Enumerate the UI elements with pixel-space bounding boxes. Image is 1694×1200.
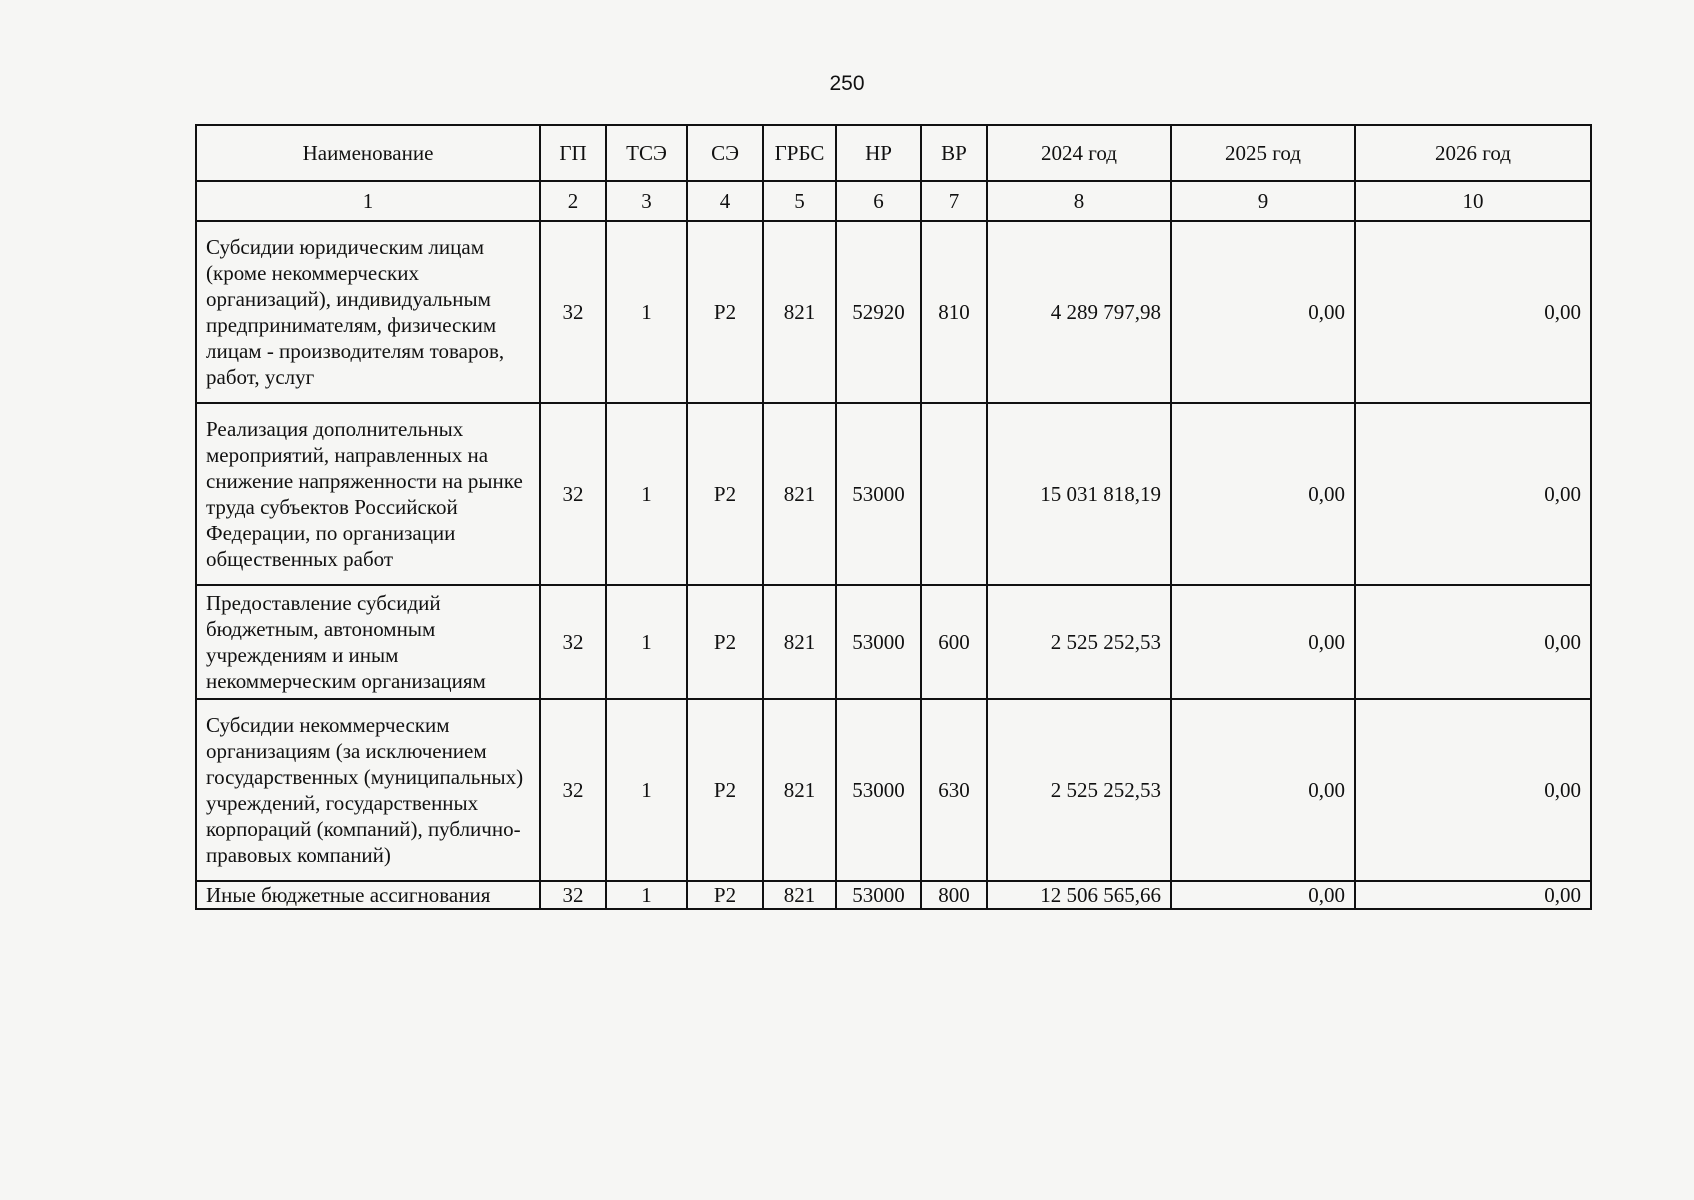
row-vr: 600 [921,585,987,699]
row-se: Р2 [687,881,763,909]
row-2026: 0,00 [1355,585,1591,699]
row-2024: 2 525 252,53 [987,699,1171,881]
column-number: 9 [1171,181,1355,221]
column-number: 10 [1355,181,1591,221]
row-grbs: 821 [763,221,836,403]
table-row [196,403,1591,585]
row-2024: 12 506 565,66 [987,881,1171,909]
row-2026: 0,00 [1355,881,1591,909]
column-number: 2 [540,181,606,221]
row-gp: 32 [540,585,606,699]
row-vr: 630 [921,699,987,881]
column-number: 8 [987,181,1171,221]
row-2025: 0,00 [1171,585,1355,699]
row-tse: 1 [606,699,687,881]
column-number: 5 [763,181,836,221]
header-nr: НР [836,125,921,181]
row-grbs: 821 [763,585,836,699]
row-gp: 32 [540,221,606,403]
column-number: 7 [921,181,987,221]
row-name: Реализация дополнительных мероприятий, направленных на снижение напряженности на рынке труда субъектов Российской Федерации, по организации общественных работ [196,403,540,585]
row-gp: 32 [540,699,606,881]
row-nr: 53000 [836,699,921,881]
row-2024: 4 289 797,98 [987,221,1171,403]
header-name: Наименование [196,125,540,181]
header-gp: ГП [540,125,606,181]
row-gp: 32 [540,881,606,909]
header-2026: 2026 год [1355,125,1591,181]
table-row [196,699,1591,881]
header-2025: 2025 год [1171,125,1355,181]
row-vr: 800 [921,881,987,909]
row-se: Р2 [687,699,763,881]
column-number-row [196,181,1591,221]
row-grbs: 821 [763,881,836,909]
row-2025: 0,00 [1171,221,1355,403]
row-se: Р2 [687,403,763,585]
row-vr: 810 [921,221,987,403]
header-2024: 2024 год [987,125,1171,181]
row-nr: 53000 [836,881,921,909]
row-tse: 1 [606,221,687,403]
row-nr: 53000 [836,585,921,699]
row-2025: 0,00 [1171,881,1355,909]
header-grbs: ГРБС [763,125,836,181]
row-tse: 1 [606,403,687,585]
row-grbs: 821 [763,403,836,585]
column-number: 6 [836,181,921,221]
header-row [196,125,1591,181]
row-vr [921,403,987,585]
table-row [196,585,1591,699]
row-2024: 15 031 818,19 [987,403,1171,585]
row-name: Предоставление субсидий бюджетным, автономным учреждениям и иным некоммерческим организациям [196,585,540,699]
row-name: Субсидии юридическим лицам (кроме некоммерческих организаций), индивидуальным предпринимателям, физическим лицам - производителям товаров, работ, услуг [196,221,540,403]
row-se: Р2 [687,585,763,699]
row-gp: 32 [540,403,606,585]
row-2026: 0,00 [1355,403,1591,585]
row-2024: 2 525 252,53 [987,585,1171,699]
column-number: 3 [606,181,687,221]
budget-table [195,124,1592,910]
row-tse: 1 [606,881,687,909]
page-number: 250 [829,72,865,95]
table-row [196,881,1591,909]
row-se: Р2 [687,221,763,403]
column-number: 4 [687,181,763,221]
row-2026: 0,00 [1355,699,1591,881]
header-vr: ВР [921,125,987,181]
row-grbs: 821 [763,699,836,881]
row-name: Иные бюджетные ассигнования [196,881,540,909]
row-nr: 52920 [836,221,921,403]
row-name: Субсидии некоммерческим организациям (за исключением государственных (муниципальных) учреждений, государственных корпораций (компаний), публично-правовых компаний) [196,699,540,881]
row-2026: 0,00 [1355,221,1591,403]
table-row [196,221,1591,403]
column-number: 1 [196,181,540,221]
row-2025: 0,00 [1171,403,1355,585]
header-tse: ТСЭ [606,125,687,181]
header-se: СЭ [687,125,763,181]
row-nr: 53000 [836,403,921,585]
row-2025: 0,00 [1171,699,1355,881]
row-tse: 1 [606,585,687,699]
